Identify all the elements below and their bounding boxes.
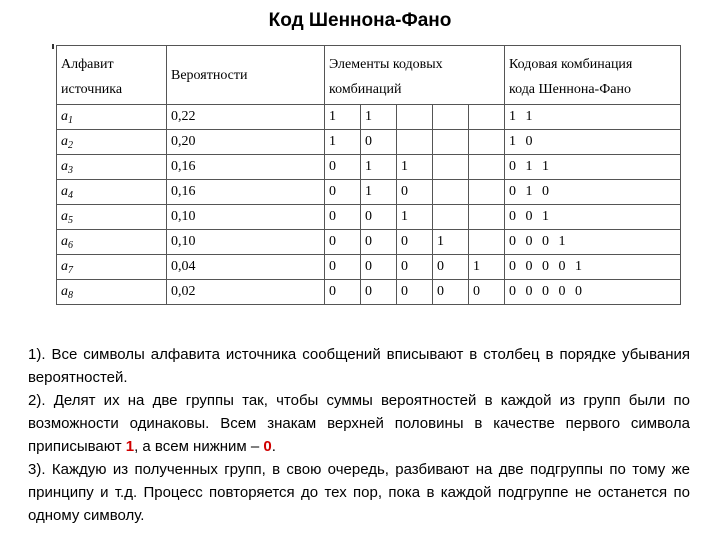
table-row (57, 230, 681, 255)
symbol-cell (57, 180, 167, 205)
code-element-cell: 0 (433, 255, 469, 280)
code-combination-cell: 1 0 (505, 130, 681, 155)
code-element-cell (469, 105, 505, 130)
code-element-cell: 0 (361, 130, 397, 155)
symbol-index: 1 (68, 114, 73, 126)
code-element-cell (469, 180, 505, 205)
symbol-cell (57, 280, 167, 305)
code-element-cell: 1 (361, 155, 397, 180)
code-combination-cell: 0 0 0 0 0 (505, 280, 681, 305)
symbol-letter: a (61, 233, 68, 249)
symbol-cell (57, 130, 167, 155)
code-element-cell: 0 (397, 280, 433, 305)
code-element-cell (433, 155, 469, 180)
symbol-index: 6 (68, 239, 73, 251)
code-element-cell: 0 (469, 280, 505, 305)
step-2-one-highlight: 1 (125, 438, 135, 455)
probability-cell: 0,10 (167, 230, 325, 255)
code-element-cell: 0 (325, 205, 361, 230)
symbol-cell (57, 230, 167, 255)
header-source-line1: Алфавит (61, 57, 114, 72)
symbol-letter: a (61, 133, 68, 149)
code-combination-cell: 0 1 0 (505, 180, 681, 205)
step-2-text (28, 389, 690, 458)
header-source-line2: источника (61, 82, 123, 97)
code-element-cell: 1 (325, 105, 361, 130)
step-1-text: 1). Все символы алфавита источника сообщений вписывают в столбец в порядке убывания вероятностей. (28, 346, 690, 386)
symbol-cell (57, 205, 167, 230)
page-title: Код Шеннона-Фано (268, 10, 452, 31)
code-element-cell: 1 (325, 130, 361, 155)
code-element-cell: 0 (361, 205, 397, 230)
table-corner-mark (52, 44, 54, 49)
probability-cell: 0,20 (167, 130, 325, 155)
code-element-cell: 0 (397, 180, 433, 205)
probability-cell: 0,22 (167, 105, 325, 130)
table-row (57, 255, 681, 280)
step-2-part-b: , а всем нижним – (134, 438, 264, 455)
symbol-index: 5 (68, 214, 73, 226)
table-row (57, 205, 681, 230)
code-element-cell: 0 (397, 230, 433, 255)
code-element-cell: 0 (325, 180, 361, 205)
code-element-cell (469, 130, 505, 155)
header-probability: Вероятности (167, 46, 325, 105)
code-element-cell: 1 (433, 230, 469, 255)
code-element-cell: 0 (325, 280, 361, 305)
table-row (57, 280, 681, 305)
code-element-cell: 0 (325, 230, 361, 255)
step-3-text: 3). Каждую из полученных групп, в свою очередь, разбивают на две подгруппы по тому же принципу и т.д. Процесс повторяется до тех пор, пока в каждой подгруппе не останется по одному символу. (28, 461, 690, 524)
header-code-line1: Кодовая комбинация (509, 57, 633, 72)
header-source-alphabet (57, 46, 167, 105)
code-element-cell: 0 (397, 255, 433, 280)
shannon-fano-table (56, 45, 681, 305)
code-element-cell: 1 (397, 155, 433, 180)
code-combination-cell: 0 0 0 1 (505, 230, 681, 255)
code-element-cell (469, 155, 505, 180)
code-element-cell: 1 (397, 205, 433, 230)
probability-cell: 0,16 (167, 180, 325, 205)
code-element-cell: 0 (361, 280, 397, 305)
table-header-row (57, 46, 681, 105)
symbol-letter: a (61, 283, 68, 299)
code-element-cell (469, 230, 505, 255)
symbol-cell (57, 105, 167, 130)
symbol-index: 8 (68, 289, 73, 301)
code-element-cell: 0 (325, 255, 361, 280)
step-2-zero-highlight: 0 (263, 438, 272, 455)
symbol-letter: a (61, 108, 68, 124)
probability-cell: 0,10 (167, 205, 325, 230)
symbol-index: 7 (68, 264, 73, 276)
probability-cell: 0,02 (167, 280, 325, 305)
code-element-cell (433, 105, 469, 130)
symbol-cell (57, 155, 167, 180)
symbol-index: 3 (68, 164, 73, 176)
code-combination-cell: 1 1 (505, 105, 681, 130)
probability-cell: 0,16 (167, 155, 325, 180)
code-combination-cell: 0 0 1 (505, 205, 681, 230)
code-element-cell (433, 130, 469, 155)
symbol-letter: a (61, 208, 68, 224)
code-combination-cell: 0 0 0 0 1 (505, 255, 681, 280)
code-element-cell: 1 (361, 180, 397, 205)
probability-cell: 0,04 (167, 255, 325, 280)
code-element-cell: 0 (325, 155, 361, 180)
symbol-letter: a (61, 158, 68, 174)
header-code-combination (505, 46, 681, 105)
code-element-cell (433, 205, 469, 230)
code-element-cell (397, 105, 433, 130)
table-row (57, 130, 681, 155)
symbol-letter: a (61, 183, 68, 199)
table-row (57, 180, 681, 205)
symbol-letter: a (61, 258, 68, 274)
table-row (57, 105, 681, 130)
symbol-index: 2 (68, 139, 73, 151)
code-element-cell: 1 (361, 105, 397, 130)
step-2-part-c: . (271, 438, 276, 455)
header-elements-line1: Элементы кодовых (329, 57, 443, 72)
step-2-part-a: 2). Делят их на две группы так, чтобы суммы вероятностей в каждой из групп были по возможности одинаковы. Всем знакам верхней половины в качестве первого символа приписывают (28, 392, 690, 455)
description (28, 343, 690, 527)
code-element-cell (433, 180, 469, 205)
code-element-cell: 0 (361, 230, 397, 255)
header-code-line2: кода Шеннона-Фано (509, 82, 631, 97)
code-element-cell: 1 (469, 255, 505, 280)
code-element-cell: 0 (361, 255, 397, 280)
header-elements-line2: комбинаций (329, 82, 402, 97)
table-row (57, 155, 681, 180)
code-element-cell (397, 130, 433, 155)
code-combination-cell: 0 1 1 (505, 155, 681, 180)
symbol-cell (57, 255, 167, 280)
code-element-cell (469, 205, 505, 230)
code-element-cell: 0 (433, 280, 469, 305)
header-code-elements (325, 46, 505, 105)
symbol-index: 4 (68, 189, 73, 201)
